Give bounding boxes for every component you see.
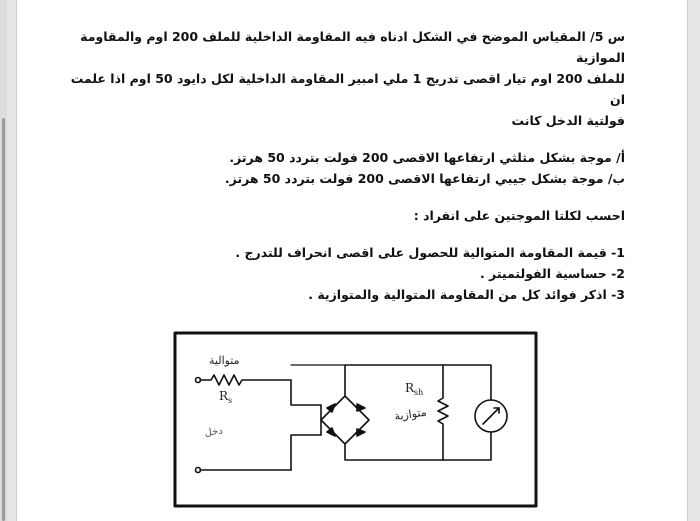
task-2: 2- حساسية الفولتميتر . bbox=[479, 266, 625, 281]
meter-needle bbox=[483, 408, 499, 424]
diode-1 bbox=[327, 404, 335, 412]
shunt-symbol: $R_{sh}$ bbox=[405, 381, 424, 397]
series-resistor bbox=[200, 375, 291, 385]
intro-line-1: س 5/ المقياس الموضح في الشكل ادناه فيه المقاومة الداخلية للملف 200 اوم والمقاومة الموازية bbox=[80, 29, 625, 65]
diode-3 bbox=[327, 428, 335, 436]
diode-4 bbox=[357, 429, 365, 436]
bridge-rectifier bbox=[321, 396, 369, 444]
input-label: دخل bbox=[203, 425, 224, 439]
bridge-bottom-wire bbox=[345, 444, 443, 460]
circuit-diagram bbox=[173, 330, 539, 510]
scrollbar-thumb[interactable] bbox=[2, 118, 5, 521]
option-a: أ/ موجة بشكل مثلثي ارتفاعها الاقصى 200 فولت بتردد 50 هرتز. bbox=[229, 150, 625, 165]
shunt-label: متوازية bbox=[393, 405, 428, 423]
bridge-left-wire-bottom bbox=[291, 435, 321, 470]
bridge-left-wire-top bbox=[291, 380, 321, 405]
series-label: متوالية bbox=[209, 354, 240, 367]
task-1: 1- قيمة المقاومة المتوالية للحصول على اقصى انحراف للتدرج . bbox=[235, 245, 625, 260]
question-text bbox=[65, 26, 625, 305]
task-3: 3- اذكر فوائد كل من المقاومة المتوالية والمتوازية . bbox=[308, 287, 625, 302]
intro-line-2: للملف 200 اوم تيار اقصى تدريج 1 ملي امبير المقاومة الداخلية لكل دايود 50 اوم اذا علمت ان bbox=[70, 71, 625, 107]
meter-top-wire bbox=[443, 365, 491, 400]
meter-bottom-wire bbox=[443, 432, 491, 460]
intro-line-3: فولتية الدخل كانت bbox=[511, 113, 625, 128]
shunt-resistor bbox=[438, 365, 448, 460]
diode-glyphs bbox=[327, 404, 365, 436]
option-b: ب/ موجة بشكل جيبي ارتفاعها الاقصى 200 فولت بتردد 50 هرتز. bbox=[224, 171, 625, 186]
diode-2 bbox=[357, 404, 365, 411]
instruction: احسب لكلتا الموجتين على انفراد : bbox=[413, 208, 625, 223]
scrollbar[interactable] bbox=[0, 0, 7, 521]
series-symbol: $R_s$ bbox=[219, 389, 233, 405]
bridge-top-wire bbox=[345, 365, 443, 396]
